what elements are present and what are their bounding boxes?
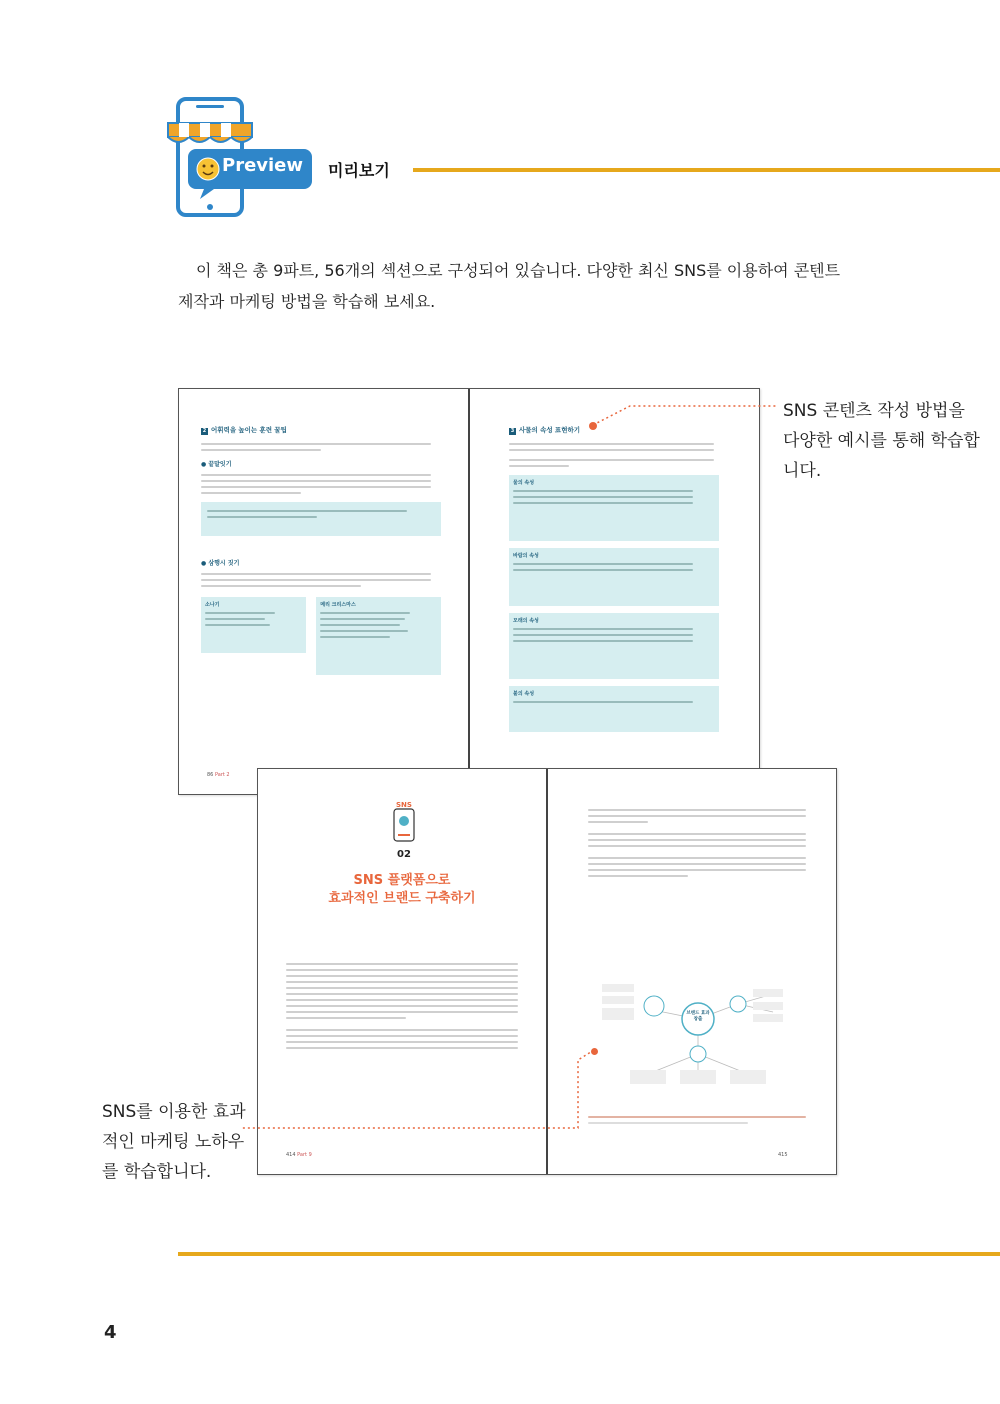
example-box bbox=[201, 502, 441, 536]
chapter-number: 02 bbox=[397, 849, 411, 860]
example-box bbox=[316, 597, 441, 675]
right-page: 3 사물의 속성 표현하기 물의 속성 바람의 속성 모래의 속성 불의 속성 bbox=[509, 425, 719, 732]
header-rule bbox=[413, 168, 1000, 172]
intro-text: 이 책은 총 9파트, 56개의 섹션으로 구성되어 있습니다. 다양한 최신 SNS를 이용하여 콘텐트 제작과 마케팅 방법을 학습해 보세요. bbox=[178, 261, 841, 311]
attribute-box: 바람의 속성 bbox=[509, 548, 719, 606]
chapter-title-line2: 효과적인 브랜드 구축하기 bbox=[328, 891, 476, 906]
book-spread-bottom bbox=[257, 768, 837, 1175]
section-heading: 사물의 속성 표현하기 bbox=[519, 426, 581, 434]
spread-gutter bbox=[468, 389, 470, 794]
attribute-box: 불의 속성 bbox=[509, 686, 719, 732]
page-number: 4 bbox=[104, 1322, 117, 1343]
preview-title: 미리보기 bbox=[328, 161, 390, 180]
callout-top: SNS 콘텐츠 작성 방법을 다양한 예시를 통해 학습합니다. bbox=[783, 401, 980, 481]
example-box bbox=[201, 597, 306, 653]
page-folio-right: 415 bbox=[778, 1152, 788, 1158]
box-title: 소나기 bbox=[205, 602, 220, 608]
spread-gutter bbox=[546, 769, 548, 1174]
section-heading: 어휘력을 높이는 훈련 꿀팁 bbox=[211, 426, 287, 434]
attribute-box: 모래의 속성 bbox=[509, 613, 719, 679]
preview-badge-label: Preview bbox=[222, 155, 304, 176]
sub-heading: 끝말잇기 bbox=[208, 461, 232, 468]
callout-marker bbox=[591, 1048, 598, 1055]
box-title: 메리 크리스마스 bbox=[320, 602, 356, 608]
callout-marker bbox=[589, 422, 597, 430]
left-body-text bbox=[286, 959, 518, 1053]
callout-bottom: SNS를 이용한 효과적인 마케팅 노하우를 학습합니다. bbox=[102, 1102, 246, 1182]
page-folio-left: 86 Part 2 bbox=[207, 772, 230, 778]
diagram-center-label: 브랜드 효과 창출 bbox=[686, 1011, 710, 1022]
brand-effect-diagram bbox=[588, 964, 808, 1094]
footer-rule bbox=[178, 1252, 1000, 1256]
attribute-box: 물의 속성 bbox=[509, 475, 719, 541]
page-folio-left: 414 Part 9 bbox=[286, 1152, 312, 1158]
chapter-title-line1: SNS 플랫폼으로 bbox=[353, 873, 451, 888]
left-page: 2 어휘력을 높이는 훈련 꿀팁 ● 끝말잇기 ● 삼행시 짓기 소나기 메리 크리스마스 bbox=[201, 425, 441, 675]
chapter-icon-label: SNS bbox=[396, 801, 412, 809]
right-body-text bbox=[588, 805, 806, 881]
book-spread-top bbox=[178, 388, 760, 795]
sub-heading: 삼행시 짓기 bbox=[208, 560, 240, 567]
footnote bbox=[588, 1112, 806, 1128]
